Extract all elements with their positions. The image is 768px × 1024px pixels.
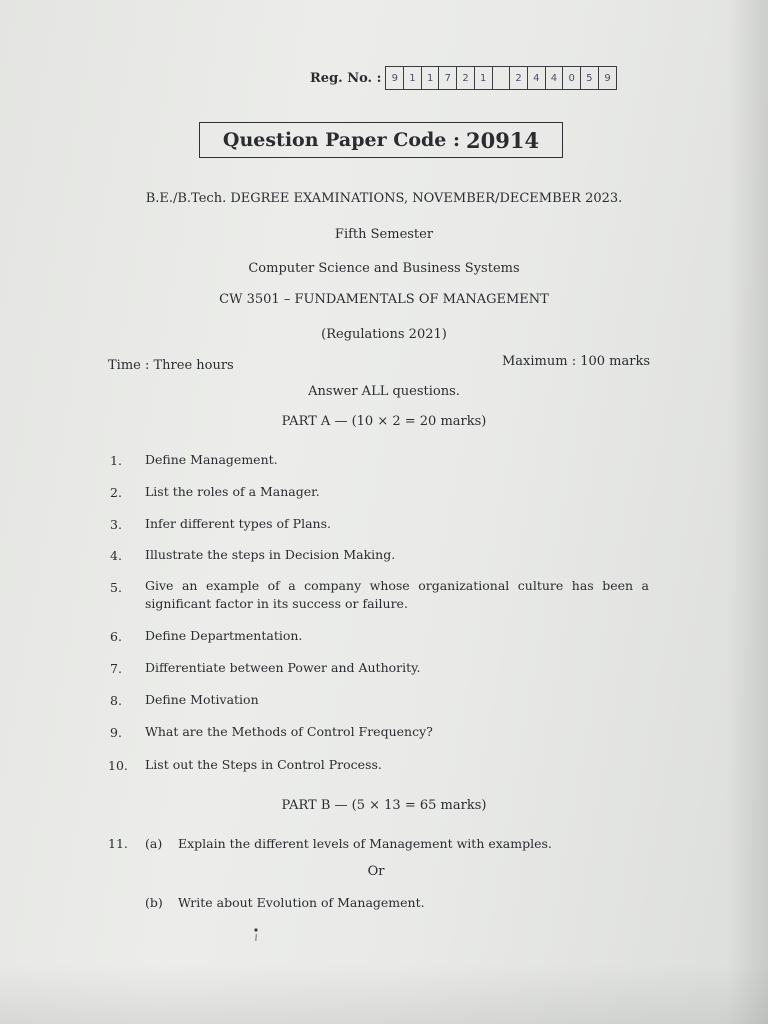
reg-number-boxes xyxy=(385,66,617,90)
question-number: 5. xyxy=(110,580,122,595)
reg-digit-box: 2 xyxy=(510,67,528,89)
reg-digit-box: 4 xyxy=(546,67,564,89)
question-text: What are the Methods of Control Frequency? xyxy=(145,724,433,739)
question-text: Write about Evolution of Management. xyxy=(178,895,425,910)
sub-question-label: (b) xyxy=(145,895,163,910)
reg-digit-box: 1 xyxy=(422,67,440,89)
part-a-heading: PART A — (10 × 2 = 20 marks) xyxy=(281,414,487,429)
reg-digit-box: 9 xyxy=(386,67,404,89)
instruction: Answer ALL questions. xyxy=(308,384,460,399)
reg-digit-box: 9 xyxy=(604,72,611,84)
paper-code-label: Question Paper Code : xyxy=(222,129,461,151)
exam-duration: Time : Three hours xyxy=(108,358,234,373)
reg-digit-box: 4 xyxy=(528,67,546,89)
maximum-marks: Maximum : 100 marks xyxy=(501,354,650,369)
question-number: 10. xyxy=(108,758,128,773)
exam-title: B.E./B.Tech. DEGREE EXAMINATIONS, NOVEMBER/DECEMBER 2023. xyxy=(145,191,623,206)
question-text: Explain the different levels of Management with examples. xyxy=(178,836,552,851)
regulations: (Regulations 2021) xyxy=(321,327,447,342)
reg-number-label: Reg. No. : xyxy=(310,70,382,86)
question-text: Define Management. xyxy=(145,452,278,467)
reg-digit-box: 5 xyxy=(581,67,599,89)
ink-mark-icon xyxy=(254,928,258,942)
reg-digit-box: 7 xyxy=(439,67,457,89)
reg-digit-box: 1 xyxy=(404,67,422,89)
question-text: Give an example of a company whose organizational culture has been a xyxy=(145,578,649,593)
question-text: List the roles of a Manager. xyxy=(145,484,320,499)
question-paper-code-box xyxy=(199,122,563,158)
question-number: 2. xyxy=(110,485,122,500)
question-text: Differentiate between Power and Authority. xyxy=(145,660,421,675)
question-number: 8. xyxy=(110,693,122,708)
question-text: Define Motivation xyxy=(145,692,259,707)
semester: Fifth Semester xyxy=(334,227,434,242)
question-text: Illustrate the steps in Decision Making. xyxy=(145,547,396,562)
question-text: Define Departmentation. xyxy=(145,628,303,643)
reg-digit-box xyxy=(493,67,511,89)
course-title: CW 3501 – FUNDAMENTALS OF MANAGEMENT xyxy=(219,292,549,307)
question-text: Infer different types of Plans. xyxy=(145,516,331,531)
question-text-continued: significant factor in its success or failure. xyxy=(145,596,408,611)
reg-digit-box: 2 xyxy=(457,67,475,89)
sub-question-label: (a) xyxy=(145,836,163,851)
or-separator: Or xyxy=(367,864,385,879)
question-number: 9. xyxy=(110,725,122,740)
question-number: 1. xyxy=(110,453,122,468)
department: Computer Science and Business Systems xyxy=(248,261,520,276)
paper-shadow-bottom xyxy=(0,964,768,1024)
part-b-heading: PART B — (5 × 13 = 65 marks) xyxy=(281,798,487,813)
paper-code-number: 20914 xyxy=(466,127,540,153)
question-number: 6. xyxy=(110,629,122,644)
question-text: List out the Steps in Control Process. xyxy=(145,757,382,772)
reg-digit-box: 0 xyxy=(563,67,581,89)
question-number: 7. xyxy=(110,661,122,676)
question-number: 4. xyxy=(110,548,122,563)
question-number: 3. xyxy=(110,517,122,532)
reg-number-row xyxy=(310,66,617,90)
reg-digit-box: 1 xyxy=(475,67,493,89)
question-number: 11. xyxy=(108,836,128,851)
